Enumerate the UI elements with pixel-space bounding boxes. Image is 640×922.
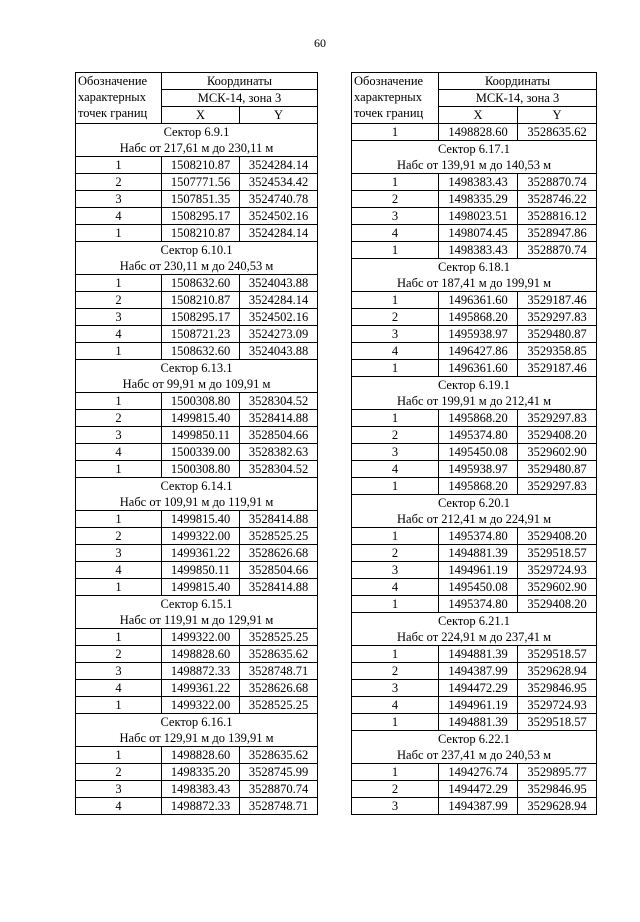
sector-title: Сектор 6.14.1 <box>76 478 318 495</box>
coord-x: 1495374.80 <box>439 528 518 545</box>
table-row <box>352 343 597 360</box>
coord-x: 1499815.40 <box>162 511 240 528</box>
table-row <box>76 680 318 697</box>
coord-x: 1499322.00 <box>162 697 240 714</box>
coord-x: 1499361.22 <box>162 680 240 697</box>
coord-y: 3529628.94 <box>518 798 597 815</box>
table-row <box>76 191 318 208</box>
coord-y: 3524043.88 <box>240 343 318 360</box>
table-row <box>352 174 597 191</box>
sector-title-row <box>352 259 597 276</box>
sector-title: Сектор 6.15.1 <box>76 596 318 613</box>
point-number: 3 <box>76 191 162 208</box>
sector-range: Набс от 230,11 м до 240,53 м <box>76 258 318 275</box>
table-row <box>352 124 597 141</box>
coord-y: 3528746.22 <box>518 191 597 208</box>
coord-x: 1498383.43 <box>439 242 518 259</box>
designation-header: Обозначение характерных точек границ <box>76 73 162 124</box>
coord-y: 3528626.68 <box>240 680 318 697</box>
table-row <box>76 747 318 764</box>
table-row <box>76 208 318 225</box>
sector-range-row <box>352 747 597 764</box>
coord-y: 3528870.74 <box>518 242 597 259</box>
point-number: 1 <box>352 596 439 613</box>
coord-x: 1496361.60 <box>439 360 518 377</box>
point-number: 2 <box>76 292 162 309</box>
table-row <box>76 798 318 815</box>
coord-x: 1495938.97 <box>439 326 518 343</box>
coord-y: 3528382.63 <box>240 444 318 461</box>
sector-range-row <box>352 157 597 174</box>
sector-range-row <box>352 629 597 646</box>
sector-range-row <box>76 612 318 629</box>
coord-y: 3524284.14 <box>240 292 318 309</box>
coord-x: 1499361.22 <box>162 545 240 562</box>
sector-range-row <box>76 258 318 275</box>
coord-x: 1496361.60 <box>439 292 518 309</box>
coord-y: 3528525.25 <box>240 528 318 545</box>
coord-x: 1498828.60 <box>439 124 518 141</box>
table-row <box>76 326 318 343</box>
table-row <box>352 680 597 697</box>
coord-x: 1494276.74 <box>439 764 518 781</box>
coord-y: 3529518.57 <box>518 646 597 663</box>
table-row <box>76 275 318 292</box>
table-row <box>352 697 597 714</box>
page-number: 60 <box>314 36 326 50</box>
point-number: 1 <box>76 747 162 764</box>
coord-y: 3528414.88 <box>240 410 318 427</box>
table-body-left <box>76 124 318 815</box>
table-row <box>76 629 318 646</box>
point-number: 4 <box>352 343 439 360</box>
table-row <box>352 191 597 208</box>
coord-x: 1498383.43 <box>439 174 518 191</box>
coord-y: 3528304.52 <box>240 393 318 410</box>
coord-x: 1507851.35 <box>162 191 240 208</box>
coord-x: 1494881.39 <box>439 646 518 663</box>
coordinate-system: МСК-14, зона 3 <box>439 90 597 107</box>
point-number: 1 <box>76 461 162 478</box>
point-number: 4 <box>76 444 162 461</box>
col-y-header: Y <box>240 107 318 124</box>
table-row <box>76 511 318 528</box>
coord-y: 3528414.88 <box>240 579 318 596</box>
coord-x: 1494961.19 <box>439 697 518 714</box>
point-number: 2 <box>76 764 162 781</box>
table-row <box>352 764 597 781</box>
point-number: 1 <box>76 697 162 714</box>
coord-x: 1508632.60 <box>162 275 240 292</box>
coord-y: 3528525.25 <box>240 629 318 646</box>
coord-x: 1494387.99 <box>439 663 518 680</box>
coord-y: 3529297.83 <box>518 478 597 495</box>
sector-title: Сектор 6.18.1 <box>352 259 597 276</box>
table-row <box>352 444 597 461</box>
coord-y: 3524502.16 <box>240 208 318 225</box>
coord-y: 3529518.57 <box>518 714 597 731</box>
table-row <box>76 343 318 360</box>
coord-y: 3528304.52 <box>240 461 318 478</box>
table-header-left <box>76 73 318 124</box>
coord-y: 3529724.93 <box>518 697 597 714</box>
sector-title: Сектор 6.21.1 <box>352 613 597 630</box>
table-row <box>352 410 597 427</box>
sector-title: Сектор 6.22.1 <box>352 731 597 748</box>
coord-x: 1498828.60 <box>162 747 240 764</box>
point-number: 4 <box>352 697 439 714</box>
point-number: 1 <box>76 275 162 292</box>
coord-y: 3529297.83 <box>518 309 597 326</box>
point-number: 1 <box>76 393 162 410</box>
table-row <box>352 714 597 731</box>
coord-y: 3528870.74 <box>518 174 597 191</box>
coord-x: 1495374.80 <box>439 427 518 444</box>
table-row <box>352 562 597 579</box>
point-number: 1 <box>352 714 439 731</box>
point-number: 3 <box>352 326 439 343</box>
coord-x: 1498872.33 <box>162 798 240 815</box>
table-row <box>76 579 318 596</box>
coord-y: 3528947.86 <box>518 225 597 242</box>
coord-x: 1499850.11 <box>162 562 240 579</box>
coord-x: 1494881.39 <box>439 545 518 562</box>
table-row <box>76 781 318 798</box>
coord-x: 1494881.39 <box>439 714 518 731</box>
point-number: 3 <box>76 427 162 444</box>
point-number: 2 <box>352 309 439 326</box>
coord-y: 3529408.20 <box>518 528 597 545</box>
coord-x: 1495450.08 <box>439 579 518 596</box>
coord-y: 3524284.14 <box>240 225 318 242</box>
point-number: 4 <box>352 461 439 478</box>
sector-title-row <box>352 377 597 394</box>
sector-title-row <box>76 360 318 377</box>
point-number: 1 <box>352 528 439 545</box>
sector-title-row <box>352 141 597 158</box>
sector-range-row <box>76 494 318 511</box>
coord-x: 1498383.43 <box>162 781 240 798</box>
coord-y: 3529602.90 <box>518 579 597 596</box>
coord-x: 1499815.40 <box>162 579 240 596</box>
coord-y: 3528635.62 <box>240 646 318 663</box>
coordinates-header: Координаты <box>162 73 318 90</box>
coord-x: 1508295.17 <box>162 309 240 326</box>
coord-y: 3528745.99 <box>240 764 318 781</box>
sector-range: Набс от 187,41 м до 199,91 м <box>352 275 597 292</box>
coord-y: 3529895.77 <box>518 764 597 781</box>
table-row <box>76 225 318 242</box>
point-number: 2 <box>352 427 439 444</box>
coord-y: 3528504.66 <box>240 427 318 444</box>
table-row <box>352 242 597 259</box>
coord-y: 3529408.20 <box>518 596 597 613</box>
table-row <box>352 326 597 343</box>
table-row <box>76 545 318 562</box>
sector-range-row <box>352 393 597 410</box>
sector-title-row <box>76 714 318 731</box>
point-number: 1 <box>352 174 439 191</box>
table-row <box>352 292 597 309</box>
point-number: 1 <box>76 511 162 528</box>
coord-x: 1494472.29 <box>439 781 518 798</box>
coord-y: 3528504.66 <box>240 562 318 579</box>
point-number: 3 <box>352 798 439 815</box>
coord-y: 3529518.57 <box>518 545 597 562</box>
sector-title-row <box>352 613 597 630</box>
table-row <box>352 596 597 613</box>
point-number: 1 <box>76 343 162 360</box>
coord-y: 3528870.74 <box>240 781 318 798</box>
sector-range: Набс от 139,91 м до 140,53 м <box>352 157 597 174</box>
point-number: 1 <box>76 579 162 596</box>
coord-x: 1494961.19 <box>439 562 518 579</box>
point-number: 1 <box>352 478 439 495</box>
coord-y: 3528635.62 <box>518 124 597 141</box>
sector-title: Сектор 6.20.1 <box>352 495 597 512</box>
coord-y: 3529480.87 <box>518 461 597 478</box>
coord-y: 3524534.42 <box>240 174 318 191</box>
table-row <box>352 225 597 242</box>
coord-y: 3529408.20 <box>518 427 597 444</box>
coord-x: 1508210.87 <box>162 157 240 174</box>
point-number: 3 <box>352 208 439 225</box>
coord-x: 1498335.29 <box>439 191 518 208</box>
coord-x: 1499850.11 <box>162 427 240 444</box>
sector-title: Сектор 6.13.1 <box>76 360 318 377</box>
coord-x: 1494387.99 <box>439 798 518 815</box>
col-x-header: X <box>439 107 518 124</box>
coord-x: 1499322.00 <box>162 629 240 646</box>
coord-x: 1507771.56 <box>162 174 240 191</box>
table-row <box>352 208 597 225</box>
table-row <box>76 528 318 545</box>
point-number: 1 <box>352 646 439 663</box>
coordinates-table-right <box>351 72 597 815</box>
point-number: 4 <box>352 579 439 596</box>
sector-range: Набс от 224,91 м до 237,41 м <box>352 629 597 646</box>
coord-y: 3524502.16 <box>240 309 318 326</box>
sector-range-row <box>76 140 318 157</box>
sector-range: Набс от 217,61 м до 230,11 м <box>76 140 318 157</box>
coordinates-header: Координаты <box>439 73 597 90</box>
sector-range: Набс от 119,91 м до 129,91 м <box>76 612 318 629</box>
point-number: 2 <box>352 781 439 798</box>
coordinate-system: МСК-14, зона 3 <box>162 90 318 107</box>
coord-y: 3528748.71 <box>240 798 318 815</box>
point-number: 2 <box>76 174 162 191</box>
sector-title-row <box>352 731 597 748</box>
point-number: 3 <box>352 680 439 697</box>
point-number: 1 <box>352 292 439 309</box>
point-number: 4 <box>352 225 439 242</box>
col-x-header: X <box>162 107 240 124</box>
coord-x: 1495868.20 <box>439 478 518 495</box>
coord-y: 3529846.95 <box>518 781 597 798</box>
point-number: 3 <box>76 663 162 680</box>
coord-x: 1498074.45 <box>439 225 518 242</box>
coord-x: 1500339.00 <box>162 444 240 461</box>
coord-y: 3528525.25 <box>240 697 318 714</box>
sector-title: Сектор 6.19.1 <box>352 377 597 394</box>
coord-x: 1499815.40 <box>162 410 240 427</box>
coord-x: 1495868.20 <box>439 410 518 427</box>
table-row <box>352 798 597 815</box>
table-row <box>352 646 597 663</box>
sector-range: Набс от 99,91 м до 109,91 м <box>76 376 318 393</box>
point-number: 2 <box>76 646 162 663</box>
col-y-header: Y <box>518 107 597 124</box>
sector-range-row <box>76 730 318 747</box>
point-number: 2 <box>352 663 439 680</box>
sector-title-row <box>76 596 318 613</box>
table-row <box>352 545 597 562</box>
coord-y: 3529187.46 <box>518 360 597 377</box>
table-row <box>352 663 597 680</box>
coord-x: 1498828.60 <box>162 646 240 663</box>
coord-y: 3528816.12 <box>518 208 597 225</box>
coord-y: 3529846.95 <box>518 680 597 697</box>
coord-x: 1508632.60 <box>162 343 240 360</box>
table-row <box>76 292 318 309</box>
point-number: 3 <box>76 545 162 562</box>
sector-range: Набс от 129,91 м до 139,91 м <box>76 730 318 747</box>
table-row <box>352 427 597 444</box>
table-row <box>352 781 597 798</box>
sector-range: Набс от 199,91 м до 212,41 м <box>352 393 597 410</box>
point-number: 4 <box>76 326 162 343</box>
coord-y: 3524273.09 <box>240 326 318 343</box>
table-row <box>352 528 597 545</box>
coord-y: 3529602.90 <box>518 444 597 461</box>
sector-range: Набс от 237,41 м до 240,53 м <box>352 747 597 764</box>
point-number: 1 <box>352 410 439 427</box>
coord-x: 1500308.80 <box>162 461 240 478</box>
coord-x: 1508721.23 <box>162 326 240 343</box>
table-row <box>76 646 318 663</box>
point-number: 3 <box>76 309 162 326</box>
sector-range-row <box>352 275 597 292</box>
coord-x: 1498335.20 <box>162 764 240 781</box>
table-row <box>76 444 318 461</box>
sector-title: Сектор 6.16.1 <box>76 714 318 731</box>
table-row <box>76 393 318 410</box>
coord-y: 3524043.88 <box>240 275 318 292</box>
coord-x: 1499322.00 <box>162 528 240 545</box>
coord-x: 1498872.33 <box>162 663 240 680</box>
point-number: 4 <box>76 680 162 697</box>
coord-y: 3528414.88 <box>240 511 318 528</box>
sector-range: Набс от 212,41 м до 224,91 м <box>352 511 597 528</box>
point-number: 1 <box>352 360 439 377</box>
point-number: 2 <box>352 191 439 208</box>
table-row <box>76 697 318 714</box>
coord-y: 3528626.68 <box>240 545 318 562</box>
table-row <box>76 764 318 781</box>
coord-y: 3529358.85 <box>518 343 597 360</box>
point-number: 2 <box>352 545 439 562</box>
coordinates-table-left <box>75 72 318 815</box>
coord-y: 3529187.46 <box>518 292 597 309</box>
point-number: 1 <box>76 225 162 242</box>
point-number: 3 <box>352 562 439 579</box>
coord-x: 1495374.80 <box>439 596 518 613</box>
table-row <box>352 579 597 596</box>
coord-x: 1494472.29 <box>439 680 518 697</box>
coord-x: 1508210.87 <box>162 292 240 309</box>
sector-range-row <box>76 376 318 393</box>
point-number: 1 <box>352 124 439 141</box>
table-row <box>76 410 318 427</box>
point-number: 2 <box>76 528 162 545</box>
point-number: 1 <box>352 764 439 781</box>
point-number: 3 <box>76 781 162 798</box>
table-row <box>76 663 318 680</box>
coord-x: 1498023.51 <box>439 208 518 225</box>
coord-x: 1496427.86 <box>439 343 518 360</box>
sector-title-row <box>352 495 597 512</box>
coord-x: 1500308.80 <box>162 393 240 410</box>
coord-x: 1495938.97 <box>439 461 518 478</box>
table-header-right <box>352 73 597 124</box>
sector-range-row <box>352 511 597 528</box>
table-row <box>352 309 597 326</box>
coord-x: 1508295.17 <box>162 208 240 225</box>
sector-title-row <box>76 478 318 495</box>
sector-title-row <box>76 242 318 259</box>
coord-x: 1495868.20 <box>439 309 518 326</box>
coord-x: 1508210.87 <box>162 225 240 242</box>
point-number: 1 <box>76 157 162 174</box>
point-number: 3 <box>352 444 439 461</box>
point-number: 4 <box>76 798 162 815</box>
sector-title-row <box>76 124 318 141</box>
sector-title: Сектор 6.10.1 <box>76 242 318 259</box>
point-number: 2 <box>76 410 162 427</box>
sector-range: Набс от 109,91 м до 119,91 м <box>76 494 318 511</box>
table-row <box>76 174 318 191</box>
coord-y: 3529480.87 <box>518 326 597 343</box>
coord-y: 3524284.14 <box>240 157 318 174</box>
coord-y: 3529297.83 <box>518 410 597 427</box>
point-number: 1 <box>352 242 439 259</box>
table-row <box>76 461 318 478</box>
point-number: 4 <box>76 208 162 225</box>
coord-x: 1495450.08 <box>439 444 518 461</box>
table-row <box>352 461 597 478</box>
table-row <box>76 562 318 579</box>
designation-header: Обозначение характерных точек границ <box>352 73 439 124</box>
point-number: 4 <box>76 562 162 579</box>
coord-y: 3529628.94 <box>518 663 597 680</box>
coord-y: 3528748.71 <box>240 663 318 680</box>
coord-y: 3529724.93 <box>518 562 597 579</box>
table-row <box>76 309 318 326</box>
table-body-right <box>352 124 597 815</box>
table-row <box>352 478 597 495</box>
point-number: 1 <box>76 629 162 646</box>
coord-y: 3524740.78 <box>240 191 318 208</box>
sector-title: Сектор 6.17.1 <box>352 141 597 158</box>
table-row <box>76 427 318 444</box>
table-row <box>352 360 597 377</box>
coord-y: 3528635.62 <box>240 747 318 764</box>
sector-title: Сектор 6.9.1 <box>76 124 318 141</box>
table-row <box>76 157 318 174</box>
